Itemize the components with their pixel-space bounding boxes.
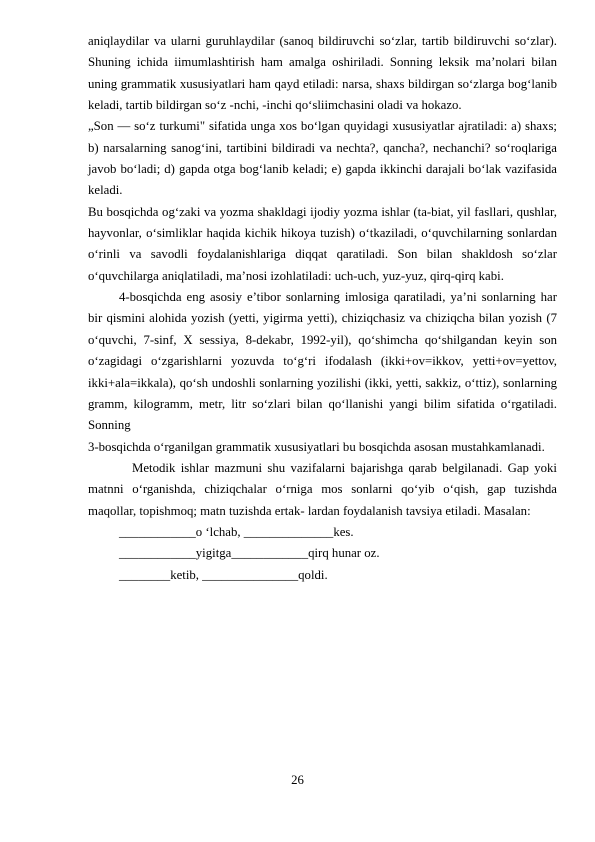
paragraph-5: 3-bosqichda o‘rganilgan grammatik xususiyatlari bu bosqichda asosan mustahkamlanadi. <box>88 439 545 454</box>
paragraph-4: 4-bosqichda eng asosiy e’tibor sonlarning imlosiga qaratiladi, ya’ni sonlarning har bir qismini alohida yozish (yetti, yigirma yetti), chiziqchasiz va chiziqcha bilan yozish (7 o‘quvchi, 7-sinf, X sessiya, 8-dekabr, 1992-yil), qo‘shimcha qo‘shilgandan keyin son o‘zagidagi o‘zgarishlarni yozuvda to‘g‘ri ifodalash (ikki+ov=ikkov, yetti+ov=yettov, ikki+ala=ikkala), qo‘sh undoshli sonlarning yozilishi (ikki, yetti, sakkiz, o‘ttiz), sonlarning gramm, kilogramm, metr, litr so‘zlari bilan qo‘llanishi yangi bilim sifatida o‘rgatiladi. Sonning <box>88 290 557 433</box>
paragraph-2: „Son — so‘z turkumi" sifatida unga xos bo‘lgan quyidagi xususiyatlar ajratiladi: a) shaxs; b) narsalarning sanog‘ini, tartibini bildiradi va nechta?, qancha?, nechanchi? so‘roqlariga javob bo‘ladi; d) gapda otga bog‘lanib keladi; e) gapda ikkinchi darajali bo‘lak vazifasida keladi. <box>88 119 557 198</box>
paragraph-6: Metodik ishlar mazmuni shu vazifalarni bajarishga qarab belgilanadi. Gap yoki matnni o‘rganishda, chiziqchalar o‘rniga mos sonlarni qo‘yib o‘qish, gap tuzishda maqollar, topishmoq; matn tuzishda ertak- lardan foydalanish tavsiya etiladi. Masalan: <box>88 460 557 518</box>
document-page <box>88 31 557 586</box>
example-line-1: ____________o ‘lchab, ______________kes. <box>119 524 354 539</box>
paragraph-1: aniqlaydilar va ularni guruhlaydilar (sanoq bildiruvchi so‘zlar, tartib bildiruvchi so‘zlar). Shuning ichida iimumlashtirish ham amalga oshiriladi. Sonning leksik ma’nolari bilan uning grammatik xususiyatlari ham qayd etiladi: narsa, shaxs bildirgan so‘zlarga bog‘lanib keladi, tartib bildirgan so‘z -nchi, -inchi qo‘sliimchasini oladi va hokazo. <box>88 34 557 113</box>
page-number: 26 <box>291 773 304 787</box>
example-line-3: ________ketib, _______________qoldi. <box>119 567 328 582</box>
example-line-2: ____________yigitga____________qirq hunar oz. <box>119 546 380 561</box>
paragraph-3: Bu bosqichda og‘zaki va yozma shakldagi ijodiy yozma ishlar (ta-biat, yil fasllari, qushlar, hayvonlar, o‘simliklar haqida kichik hikoya tuzish) o‘tkaziladi, o‘quvchilarning sonlardan o‘rinli va savodli foydalanishlariga diqqat qaratiladi. Son bilan shakldosh so‘zlar o‘quvchilarga aniqlatiladi, ma’nosi izohlatiladi: uch-uch, yuz-yuz, qirq-qirq kabi. <box>88 204 557 283</box>
